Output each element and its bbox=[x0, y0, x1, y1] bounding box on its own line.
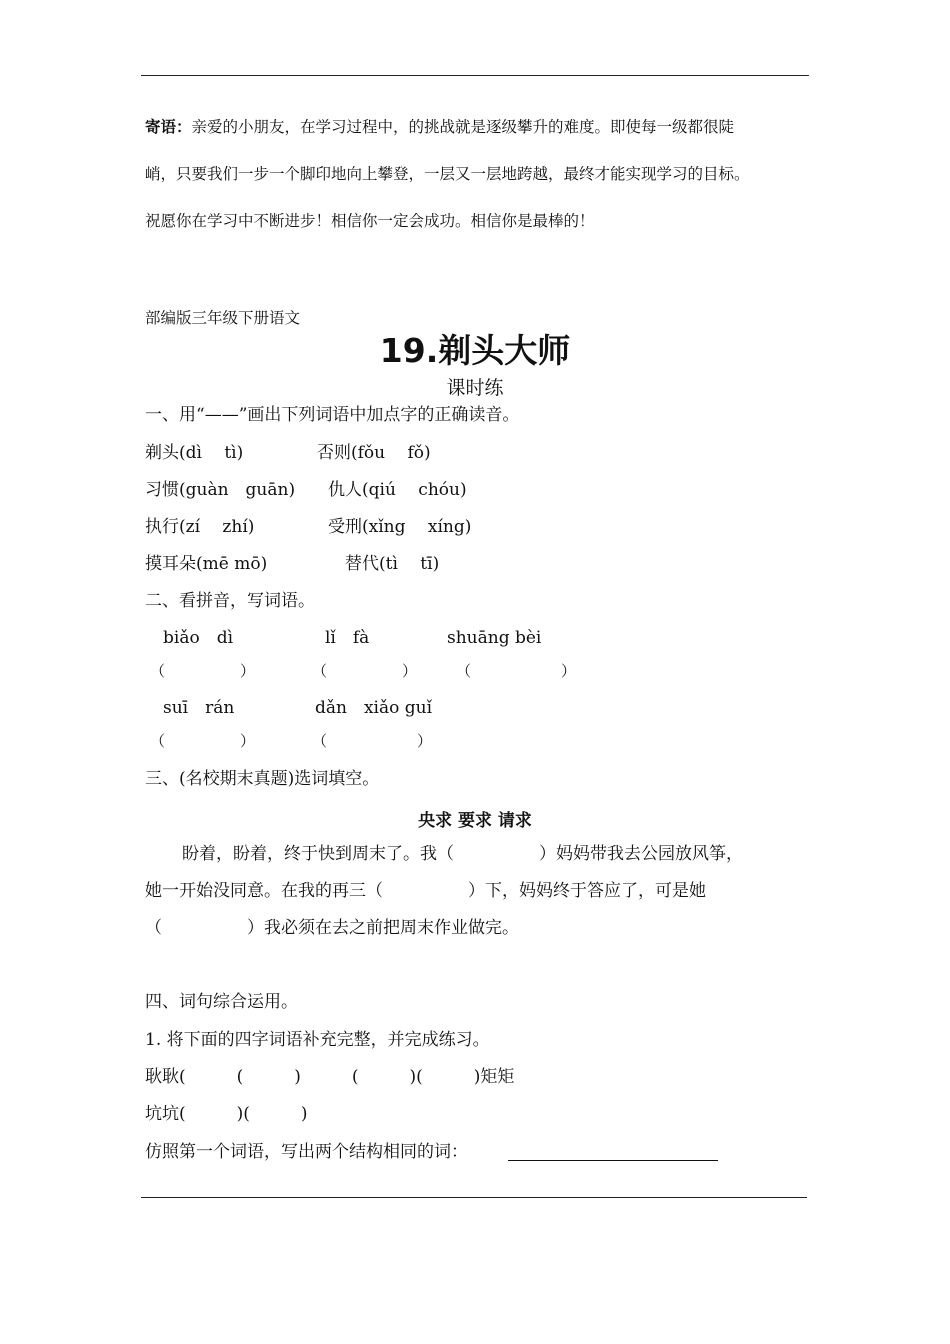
section3-heading: 三、(名校期末真题)选词填空。 bbox=[145, 769, 380, 789]
answer-box: （ ） bbox=[456, 662, 577, 680]
top-rule bbox=[141, 75, 809, 76]
fill-paragraph-2: 她一开始没同意。在我的再三（ ）下，妈妈终于答应了，可是她 bbox=[145, 881, 706, 901]
word-item: 剃头(dì tì) bbox=[145, 443, 244, 463]
bottom-rule bbox=[141, 1197, 807, 1198]
word-item: 执行(zí zhí) bbox=[145, 517, 255, 537]
grade-label: 部编版三年级下册语文 bbox=[145, 309, 301, 327]
idiom-line-2: 坑坑( )( ) bbox=[145, 1104, 308, 1124]
section2-heading: 二、看拼音，写词语。 bbox=[145, 591, 315, 611]
message-line-3: 祝愿你在学习中不断进步！相信你一定会成功。相信你是最棒的！ bbox=[145, 212, 595, 230]
word-item: 否则(fǒu fǒ) bbox=[317, 443, 431, 463]
page-title: 19.剃头大师 bbox=[379, 331, 571, 370]
word-item: 替代(tì tī) bbox=[345, 554, 440, 574]
fill-paragraph-3: （ ）我必须在去之前把周末作业做完。 bbox=[145, 918, 519, 938]
section1-heading: 一、用“——”画出下列词语中加点字的正确读音。 bbox=[145, 405, 520, 425]
imitate-instruction: 仿照第一个词语，写出两个结构相同的词： bbox=[145, 1142, 468, 1162]
word-options: 央求 要求 请求 bbox=[418, 811, 532, 831]
pinyin-item: shuāng bèi bbox=[447, 628, 542, 648]
answer-box: （ ） bbox=[312, 732, 433, 750]
message-label: 寄语： bbox=[145, 117, 192, 136]
word-item: 受刑(xǐng xíng) bbox=[328, 517, 472, 537]
question-1: 1. 将下面的四字词语补充完整，并完成练习。 bbox=[145, 1030, 490, 1050]
answer-box: （ ） bbox=[150, 662, 256, 680]
page-subtitle: 课时练 bbox=[446, 377, 504, 399]
message-text-1: 亲爱的小朋友，在学习过程中，的挑战就是逐级攀升的难度。即使每一级都很陡 bbox=[191, 118, 735, 136]
idiom-line-1: 耿耿( ( ) ( )( )矩矩 bbox=[145, 1067, 515, 1087]
pinyin-item: dǎn xiǎo guǐ bbox=[315, 698, 433, 718]
word-item: 习惯(guàn guān) bbox=[145, 480, 296, 500]
pinyin-item: biǎo dì bbox=[163, 628, 234, 648]
answer-underline[interactable] bbox=[508, 1160, 718, 1161]
fill-paragraph-1: 盼着，盼着，终于快到周末了。我（ ）妈妈带我去公园放风筝， bbox=[182, 844, 743, 864]
answer-box: （ ） bbox=[150, 732, 256, 750]
answer-box: （ ） bbox=[312, 662, 418, 680]
word-item: 仇人(qiú chóu) bbox=[328, 480, 467, 500]
word-item: 摸耳朵(mē mō) bbox=[145, 554, 268, 574]
message-line-2: 峭，只要我们一步一个脚印地向上攀登，一层又一层地跨越，最终才能实现学习的目标。 bbox=[145, 165, 750, 183]
section4-heading: 四、词句综合运用。 bbox=[145, 992, 298, 1012]
message-line-1 bbox=[145, 117, 734, 137]
pinyin-item: suī rán bbox=[163, 698, 235, 718]
pinyin-item: lǐ fà bbox=[325, 628, 370, 648]
